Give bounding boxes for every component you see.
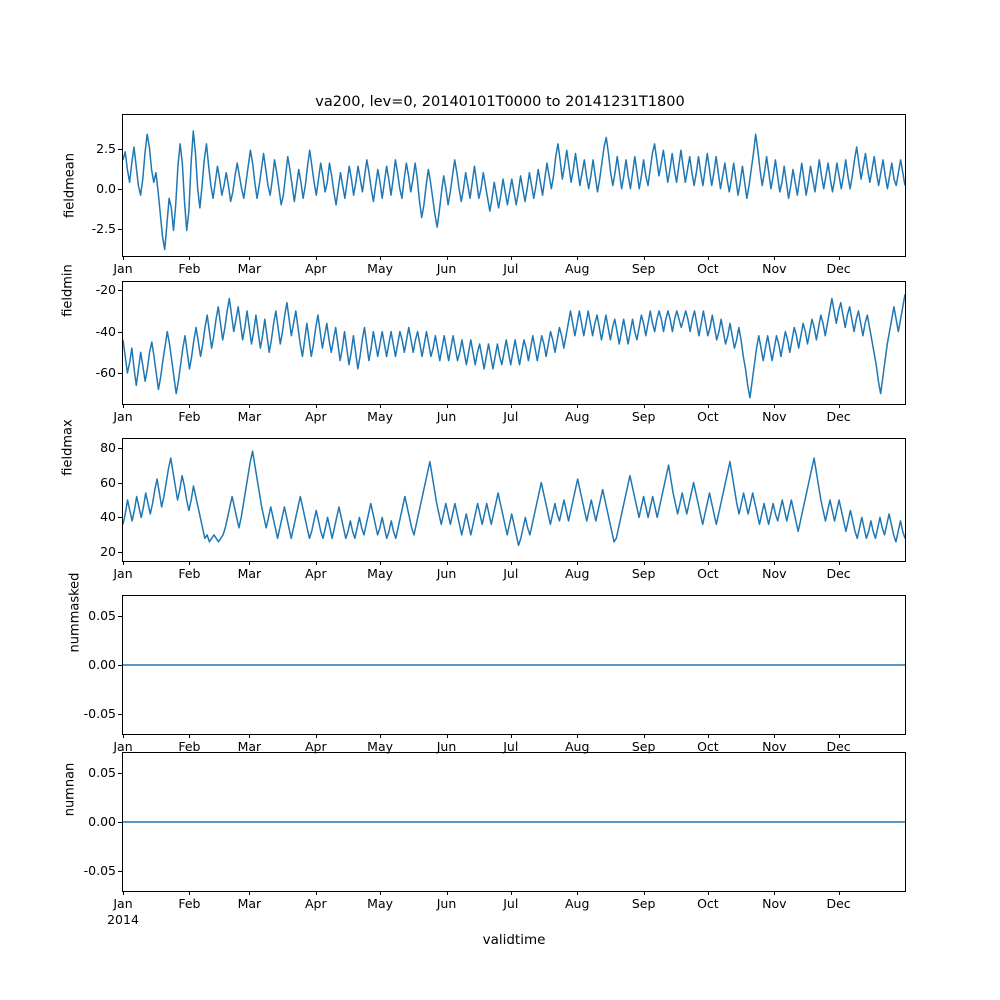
ytick-mark-fieldmean-1 <box>118 189 122 190</box>
xtick-year-label: 2014 <box>107 912 139 927</box>
xtick-label-fieldmax-8: Sep <box>631 566 656 581</box>
xtick-mark-numnan-7 <box>577 891 578 895</box>
xtick-mark-fieldmin-9 <box>708 404 709 408</box>
ytick-mark-fieldmin-0 <box>118 290 122 291</box>
xtick-label-fieldmin-11: Dec <box>826 409 851 424</box>
ytick-mark-fieldmean-0 <box>118 149 122 150</box>
xtick-label-fieldmean-4: May <box>367 261 394 276</box>
xtick-mark-fieldmean-10 <box>774 256 775 260</box>
xtick-mark-fieldmean-3 <box>316 256 317 260</box>
xtick-label-fieldmin-4: May <box>367 409 394 424</box>
series-line-fieldmin <box>123 282 905 404</box>
ytick-mark-fieldmax-1 <box>118 483 122 484</box>
xtick-mark-nummasked-4 <box>380 734 381 738</box>
series-line-fieldmax <box>123 439 905 561</box>
xtick-label-fieldmean-8: Sep <box>631 261 656 276</box>
xtick-label-nummasked-3: Apr <box>305 739 327 754</box>
xtick-mark-numnan-2 <box>249 891 250 895</box>
xtick-label-numnan-8: Sep <box>631 896 656 911</box>
xtick-label-fieldmin-8: Sep <box>631 409 656 424</box>
xtick-mark-fieldmean-8 <box>644 256 645 260</box>
xtick-label-fieldmean-5: Jun <box>436 261 457 276</box>
xtick-mark-numnan-10 <box>774 891 775 895</box>
ytick-mark-fieldmax-0 <box>118 448 122 449</box>
xtick-mark-fieldmean-7 <box>577 256 578 260</box>
xtick-mark-fieldmin-3 <box>316 404 317 408</box>
ytick-mark-nummasked-0 <box>118 616 122 617</box>
xtick-label-fieldmax-4: May <box>367 566 394 581</box>
xtick-label-fieldmean-11: Dec <box>826 261 851 276</box>
xtick-mark-nummasked-7 <box>577 734 578 738</box>
plot-panel-numnan <box>122 752 906 892</box>
xtick-mark-numnan-5 <box>447 891 448 895</box>
xtick-label-numnan-7: Aug <box>564 896 590 911</box>
xtick-label-nummasked-9: Oct <box>697 739 719 754</box>
series-line-fieldmean <box>123 115 905 256</box>
xtick-mark-nummasked-0 <box>123 734 124 738</box>
xtick-label-nummasked-11: Dec <box>826 739 851 754</box>
ytick-label-nummasked-2: -0.05 <box>83 706 116 722</box>
xtick-label-fieldmean-7: Aug <box>564 261 590 276</box>
xtick-label-fieldmax-0: Jan <box>113 566 133 581</box>
xtick-label-fieldmin-0: Jan <box>113 409 133 424</box>
ytick-label-fieldmean-1: 0.0 <box>96 180 116 196</box>
ytick-mark-numnan-0 <box>118 773 122 774</box>
xtick-label-nummasked-0: Jan <box>113 739 133 754</box>
xtick-label-nummasked-1: Feb <box>178 739 201 754</box>
xtick-mark-numnan-0 <box>123 891 124 895</box>
xtick-mark-fieldmean-9 <box>708 256 709 260</box>
xtick-label-numnan-5: Jun <box>436 896 457 911</box>
plot-panel-fieldmax <box>122 438 906 562</box>
xtick-label-fieldmax-7: Aug <box>564 566 590 581</box>
figure-title: va200, lev=0, 20140101T0000 to 20141231T1800 <box>315 94 685 110</box>
xtick-label-fieldmax-5: Jun <box>436 566 457 581</box>
xtick-mark-nummasked-3 <box>316 734 317 738</box>
xtick-mark-fieldmin-1 <box>189 404 190 408</box>
xtick-mark-fieldmax-2 <box>249 561 250 565</box>
xtick-label-nummasked-2: Mar <box>237 739 262 754</box>
xtick-label-numnan-0: Jan <box>113 896 133 911</box>
xtick-mark-fieldmin-5 <box>447 404 448 408</box>
xtick-mark-nummasked-8 <box>644 734 645 738</box>
xtick-label-numnan-10: Nov <box>762 896 787 911</box>
xtick-label-fieldmax-3: Apr <box>305 566 327 581</box>
xtick-label-fieldmin-10: Nov <box>762 409 787 424</box>
ytick-mark-fieldmean-2 <box>118 229 122 230</box>
ytick-label-fieldmin-0: -20 <box>95 282 116 298</box>
xtick-label-fieldmax-1: Feb <box>178 566 201 581</box>
xtick-label-nummasked-7: Aug <box>564 739 590 754</box>
ytick-label-nummasked-0: 0.05 <box>88 607 116 623</box>
ytick-mark-numnan-1 <box>118 822 122 823</box>
plot-panel-nummasked <box>122 595 906 735</box>
xtick-label-numnan-1: Feb <box>178 896 201 911</box>
xtick-mark-fieldmax-9 <box>708 561 709 565</box>
xtick-mark-fieldmean-11 <box>839 256 840 260</box>
xtick-label-fieldmin-1: Feb <box>178 409 201 424</box>
xtick-mark-fieldmax-10 <box>774 561 775 565</box>
xtick-mark-fieldmean-1 <box>189 256 190 260</box>
xtick-label-fieldmax-6: Jul <box>503 566 519 581</box>
xtick-label-fieldmean-10: Nov <box>762 261 787 276</box>
xtick-mark-fieldmax-8 <box>644 561 645 565</box>
ytick-label-fieldmax-3: 20 <box>100 544 116 560</box>
xtick-mark-numnan-3 <box>316 891 317 895</box>
xtick-label-fieldmax-10: Nov <box>762 566 787 581</box>
xtick-mark-fieldmin-8 <box>644 404 645 408</box>
axis-label-validtime: validtime <box>482 932 546 948</box>
xtick-mark-fieldmean-4 <box>380 256 381 260</box>
axis-label-fieldmax: fieldmax <box>60 419 76 476</box>
ytick-label-fieldmean-0: 2.5 <box>96 140 116 156</box>
xtick-mark-fieldmax-5 <box>447 561 448 565</box>
xtick-label-fieldmin-5: Jun <box>436 409 457 424</box>
xtick-mark-fieldmin-10 <box>774 404 775 408</box>
ytick-label-numnan-1: 0.00 <box>88 814 116 829</box>
axis-label-fieldmin: fieldmin <box>60 264 76 317</box>
ytick-label-numnan-0: 0.05 <box>88 764 116 780</box>
xtick-mark-numnan-6 <box>511 891 512 895</box>
xtick-label-numnan-11: Dec <box>826 896 851 911</box>
xtick-label-fieldmin-7: Aug <box>564 409 590 424</box>
xtick-mark-nummasked-10 <box>774 734 775 738</box>
xtick-mark-fieldmean-5 <box>447 256 448 260</box>
xtick-mark-fieldmax-7 <box>577 561 578 565</box>
xtick-mark-fieldmax-3 <box>316 561 317 565</box>
ytick-label-fieldmax-0: 80 <box>100 439 116 455</box>
xtick-label-fieldmean-6: Jul <box>503 261 519 276</box>
xtick-label-numnan-6: Jul <box>503 896 519 911</box>
ytick-label-fieldmax-1: 60 <box>100 474 116 490</box>
xtick-mark-numnan-9 <box>708 891 709 895</box>
xtick-mark-fieldmax-0 <box>123 561 124 565</box>
ytick-label-fieldmin-1: -40 <box>95 323 116 339</box>
xtick-mark-numnan-11 <box>839 891 840 895</box>
ytick-mark-fieldmin-1 <box>118 332 122 333</box>
xtick-label-fieldmean-3: Apr <box>305 261 327 276</box>
xtick-mark-fieldmean-2 <box>249 256 250 260</box>
xtick-mark-fieldmax-11 <box>839 561 840 565</box>
xtick-mark-fieldmin-2 <box>249 404 250 408</box>
xtick-mark-fieldmin-6 <box>511 404 512 408</box>
xtick-mark-fieldmin-11 <box>839 404 840 408</box>
ytick-mark-fieldmax-3 <box>118 552 122 553</box>
xtick-label-fieldmax-11: Dec <box>826 566 851 581</box>
xtick-mark-fieldmean-0 <box>123 256 124 260</box>
xtick-label-nummasked-8: Sep <box>631 739 656 754</box>
xtick-label-nummasked-5: Jun <box>436 739 457 754</box>
ytick-mark-nummasked-2 <box>118 714 122 715</box>
plot-panel-fieldmin <box>122 281 906 405</box>
xtick-label-numnan-2: Mar <box>237 896 262 911</box>
xtick-label-nummasked-10: Nov <box>762 739 787 754</box>
xtick-label-numnan-3: Apr <box>305 896 327 911</box>
ytick-label-numnan-2: -0.05 <box>83 863 116 879</box>
xtick-mark-nummasked-5 <box>447 734 448 738</box>
ytick-label-fieldmean-2: -2.5 <box>91 220 116 236</box>
xtick-mark-fieldmax-6 <box>511 561 512 565</box>
xtick-label-fieldmax-9: Oct <box>697 566 719 581</box>
xtick-label-fieldmean-9: Oct <box>697 261 719 276</box>
xtick-mark-nummasked-1 <box>189 734 190 738</box>
plot-panel-fieldmean <box>122 114 906 257</box>
series-line-numnan <box>123 753 905 891</box>
ytick-label-fieldmin-2: -60 <box>95 364 116 380</box>
xtick-label-fieldmin-9: Oct <box>697 409 719 424</box>
xtick-mark-nummasked-9 <box>708 734 709 738</box>
ytick-mark-fieldmin-2 <box>118 373 122 374</box>
axis-label-fieldmean: fieldmean <box>62 153 78 218</box>
xtick-label-nummasked-6: Jul <box>503 739 519 754</box>
xtick-mark-fieldmax-1 <box>189 561 190 565</box>
xtick-mark-fieldmin-4 <box>380 404 381 408</box>
xtick-label-numnan-4: May <box>367 896 394 911</box>
xtick-mark-nummasked-11 <box>839 734 840 738</box>
xtick-mark-numnan-8 <box>644 891 645 895</box>
axis-label-nummasked: nummasked <box>67 572 83 653</box>
xtick-label-fieldmean-2: Mar <box>237 261 262 276</box>
series-line-nummasked <box>123 596 905 734</box>
ytick-mark-numnan-2 <box>118 871 122 872</box>
ytick-mark-fieldmax-2 <box>118 517 122 518</box>
xtick-mark-nummasked-6 <box>511 734 512 738</box>
xtick-mark-fieldmax-4 <box>380 561 381 565</box>
axis-label-numnan: numnan <box>62 762 78 817</box>
xtick-mark-fieldmin-7 <box>577 404 578 408</box>
xtick-label-fieldmean-0: Jan <box>113 261 133 276</box>
ytick-label-fieldmax-2: 40 <box>100 509 116 525</box>
xtick-mark-nummasked-2 <box>249 734 250 738</box>
xtick-label-fieldmin-2: Mar <box>237 409 262 424</box>
xtick-label-fieldmax-2: Mar <box>237 566 262 581</box>
xtick-mark-fieldmean-6 <box>511 256 512 260</box>
xtick-label-fieldmean-1: Feb <box>178 261 201 276</box>
xtick-mark-fieldmin-0 <box>123 404 124 408</box>
xtick-label-fieldmin-3: Apr <box>305 409 327 424</box>
xtick-mark-numnan-1 <box>189 891 190 895</box>
xtick-label-nummasked-4: May <box>367 739 394 754</box>
xtick-label-numnan-9: Oct <box>697 896 719 911</box>
xtick-label-fieldmin-6: Jul <box>503 409 519 424</box>
xtick-mark-numnan-4 <box>380 891 381 895</box>
ytick-mark-nummasked-1 <box>118 665 122 666</box>
ytick-label-nummasked-1: 0.00 <box>88 657 116 672</box>
